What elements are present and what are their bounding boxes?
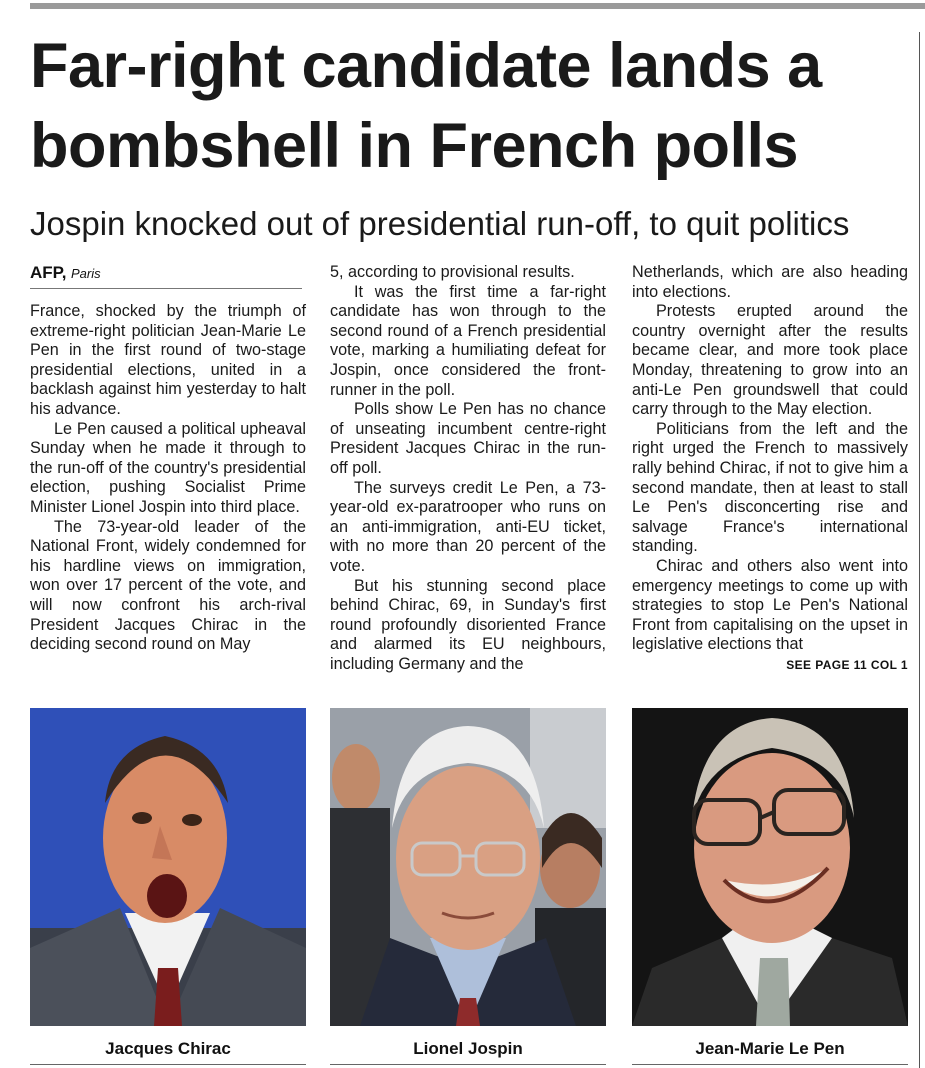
paragraph: 5, according to provisional results.: [330, 263, 575, 281]
caption-jean-marie-le-pen: Jean-Marie Le Pen: [695, 1039, 845, 1058]
headline: Far-right candidate lands a bombshell in French polls: [30, 31, 822, 181]
paragraph: Protests erupted around the country overnight after the results became clear, and more took place Monday, threatening to grow into an anti-Le Pen groundswell that could carry through to the May election.: [632, 302, 908, 419]
byline-agency: AFP,: [30, 263, 67, 282]
article-column-1: [30, 302, 306, 655]
photo-lionel-jospin: [330, 708, 606, 1026]
caption-jacques-chirac: Jacques Chirac: [105, 1039, 231, 1058]
caption-rule-2: [330, 1064, 606, 1065]
paragraph: The surveys credit Le Pen, a 73-year-old ex-paratrooper who runs on an anti-immigration, anti-EU ticket, with no more than 20 percent of the vote.: [330, 478, 606, 575]
paragraph: It was the first time a far-right candidate has won through to the second round of a French presidential vote, marking a humiliating defeat for Jospin, once considered the front-runner in the poll.: [330, 282, 606, 399]
continuation-note: SEE PAGE 11 COL 1: [786, 658, 908, 672]
caption-lionel-jospin: Lionel Jospin: [413, 1039, 523, 1058]
column-rule-right: [919, 32, 920, 1068]
byline-place: Paris: [71, 266, 101, 281]
paragraph: Le Pen caused a political upheaval Sunday when he made it through to the run-off of the country's presidential election, pushing Socialist Prime Minister Lionel Jospin into third place.: [30, 419, 306, 516]
byline: [30, 262, 302, 289]
caption-rule-1: [30, 1064, 306, 1065]
photo-jean-marie-le-pen: [632, 708, 908, 1026]
paragraph: Chirac and others also went into emergency meetings to come up with strategies to stop Le Pen's National Front from capitalising on the upset in legislative elections that: [632, 556, 908, 654]
subheadline: Jospin knocked out of presidential run-off, to quit politics: [30, 205, 850, 242]
paragraph: Polls show Le Pen has no chance of unseating incumbent centre-right President Jacques Chirac in the run-off poll.: [330, 400, 606, 477]
paragraph: France, shocked by the triumph of extreme-right politician Jean-Marie Le Pen in the first round of two-stage presidential elections, united in a backlash against him yesterday to halt his advance.: [30, 302, 306, 418]
paragraph: The 73-year-old leader of the National Front, widely condemned for his hardline views on immigration, won over 17 percent of the vote, and will now confront his arch-rival President Jacques Chirac in the deciding second round on May: [30, 517, 306, 654]
paragraph: Politicians from the left and the right urged the French to massively rally behind Chirac, if not to give him a second mandate, then at least to stall Le Pen's disconcerting rise and salvage France's international standing.: [632, 419, 908, 556]
caption-rule-3: [632, 1064, 908, 1065]
top-rule: [30, 3, 925, 9]
paragraph: Netherlands, which are also heading into elections.: [632, 263, 908, 301]
article-column-2: [330, 263, 606, 674]
photo-jacques-chirac: [30, 708, 306, 1026]
paragraph: But his stunning second place behind Chirac, 69, in Sunday's first round profoundly disoriented France and alarmed its EU neighbours, including Germany and the: [330, 576, 606, 673]
article-column-3: [632, 263, 908, 655]
